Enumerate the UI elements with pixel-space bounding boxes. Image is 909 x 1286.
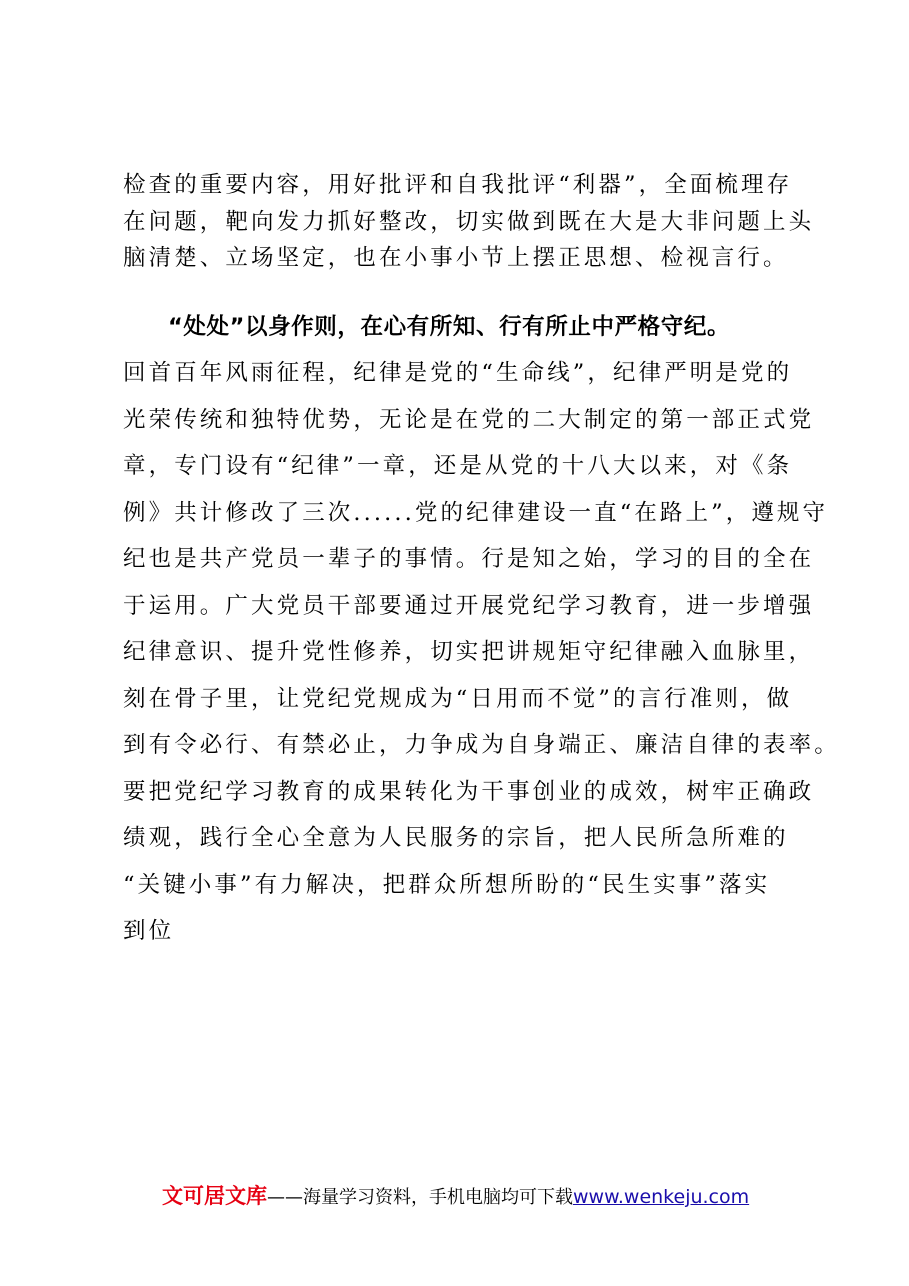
text-line: 要把党纪学习教育的成果转化为干事创业的成效，树牢正确政 bbox=[123, 778, 815, 805]
section-heading: “处处”以身作则，在心有所知、行有所止中严格守纪。 bbox=[168, 314, 731, 340]
text-line: 到有令必行、有禁必止，力争成为自身端正、廉洁自律的表率。 bbox=[123, 732, 840, 758]
text-line: “关键小事”有力解决，把群众所想所盼的“民生实事”落实 bbox=[123, 871, 771, 898]
text-line: 绩观，践行全心全意为人民服务的宗旨，把人民所急所难的 bbox=[123, 825, 789, 851]
footer-banner bbox=[162, 1180, 749, 1212]
text-line: 刻在骨子里，让党纪党规成为“日用而不觉”的言行准则，做 bbox=[123, 685, 793, 712]
text-line: 检查的重要内容，用好批评和自我批评“利器”，全面梳理存 bbox=[123, 172, 793, 198]
text-line: 例》共计修改了三次......党的纪律建设一直“在路上”，遵规守 bbox=[123, 499, 829, 526]
text-line: 纪律意识、提升党性修养，切实把讲规矩守纪律融入血脉里， bbox=[123, 639, 815, 665]
text-line: 纪也是共产党员一辈子的事情。行是知之始，学习的目的全在 bbox=[123, 546, 815, 572]
text-line: 到位 bbox=[123, 918, 175, 944]
text-line: 光荣传统和独特优势，无论是在党的二大制定的第一部正式党 bbox=[123, 406, 815, 433]
text-line: 于运用。广大党员干部要通过开展党纪学习教育，进一步增强 bbox=[123, 592, 815, 619]
footer-link[interactable]: www.wenkeju.com bbox=[573, 1186, 750, 1208]
text-line: 在问题，靶向发力抓好整改，切实做到既在大是大非问题上头 bbox=[123, 208, 815, 235]
text-line: 章，专门设有“纪律”一章，还是从党的十八大以来，对《条 bbox=[123, 453, 793, 479]
footer-tagline: ——海量学习资料，手机电脑均可下载 bbox=[267, 1187, 573, 1208]
text-line: 回首百年风雨征程，纪律是党的“生命线”，纪律严明是党的 bbox=[123, 360, 793, 386]
footer-brand: 文可居文库 bbox=[162, 1184, 267, 1208]
text-line: 脑清楚、立场坚定，也在小事小节上摆正思想、检视言行。 bbox=[123, 245, 789, 271]
